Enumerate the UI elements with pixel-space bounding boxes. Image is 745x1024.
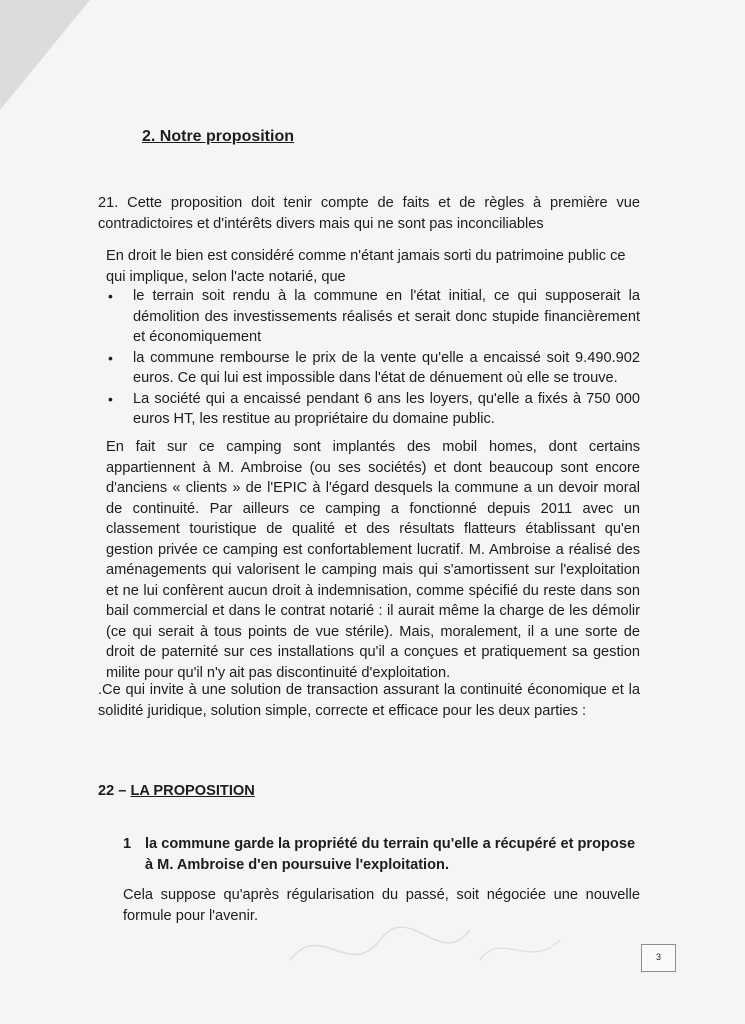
proposition-number: 22 – [98, 783, 131, 799]
folded-corner [0, 0, 90, 110]
page-number: 3 [641, 944, 676, 972]
proposition-label: LA PROPOSITION [130, 783, 255, 799]
proposition-item-1 [123, 834, 643, 875]
paragraph-cela: Cela suppose qu'après régularisation du passé, soit négociée une nouvelle formule pour l'avenir. [123, 887, 640, 924]
paragraph-en-fait: En fait sur ce camping sont implantés des mobil homes, dont certains appartiennent à M. Ambroise (ou ses sociétés) et dont beaucoup sont encore d'anciens « clients » de l'EPIC à l'égard desquels la commune a un devoir moral de continuité. Par ailleurs ce camping a fonctionné depuis 2011 avec un classement touristique de qualité et des résultats flatteurs établissant qu'en gestion privée ce camping est confortablement lucratif. M. Ambroise a réalisé des aménagements qui valorisent le camping mais qui s'amortissent sur l'exploitation et ne lui confèrent aucun droit à indemnisation, comme spécifié du reste dans son bail commercial et dans le contrat notarié : il aurait même la charge de les démolir (ce qui serait à tous points de vue stérile). Mais, moralement, il a une sorte de droit de paternité sur ces installations qu'il a conçues et pratiquement sa gestion milite pour qu'il n'y ait pas discontinuité d'exploitation. [106, 439, 640, 681]
bullet-icon: • [108, 288, 113, 304]
item-text: la commune garde la propriété du terrain qu'elle a récupéré et propose à M. Ambroise d'en poursuive l'exploitation. [145, 836, 636, 873]
item-number: 1 [123, 836, 132, 852]
list-item-text: le terrain soit rendu à la commune en l'état initial, ce qui supposerait la démolition des investissements réalisés et serait donc stupide financièrement et économiquement [133, 288, 640, 345]
paragraph-en-droit: En droit le bien est considéré comme n'étant jamais sorti du patrimoine public ce qui implique, selon l'acte notarié, que [106, 248, 626, 285]
paragraph-transaction: .Ce qui invite à une solution de transaction assurant la continuité économique et la solidité juridique, solution simple, correcte et efficace pour les deux parties : [98, 682, 640, 719]
section-title: 2. Notre proposition [142, 128, 294, 145]
list-item [106, 389, 640, 430]
proposition-heading [98, 783, 255, 799]
bullet-icon: • [108, 349, 113, 366]
list-item-text: la commune rembourse le prix de la vente qu'elle a encaissé soit 9.490.902 euros. Ce qui lui est impossible dans l'état de dénuement où elle se trouve. [133, 349, 640, 386]
list-item [106, 286, 640, 348]
bullet-icon: • [108, 390, 113, 407]
list-item [106, 348, 640, 389]
signature-scribble-icon [280, 900, 580, 990]
consequences-list [106, 286, 640, 430]
list-item-text: La société qui a encaissé pendant 6 ans les loyers, qu'elle a fixés à 750 000 euros HT, les restitue au propriétaire du domaine public. [133, 390, 640, 427]
paragraph-21: 21. Cette proposition doit tenir compte de faits et de règles à première vue contradictoires et d'intérêts divers mais qui ne sont pas inconciliables [98, 195, 640, 232]
